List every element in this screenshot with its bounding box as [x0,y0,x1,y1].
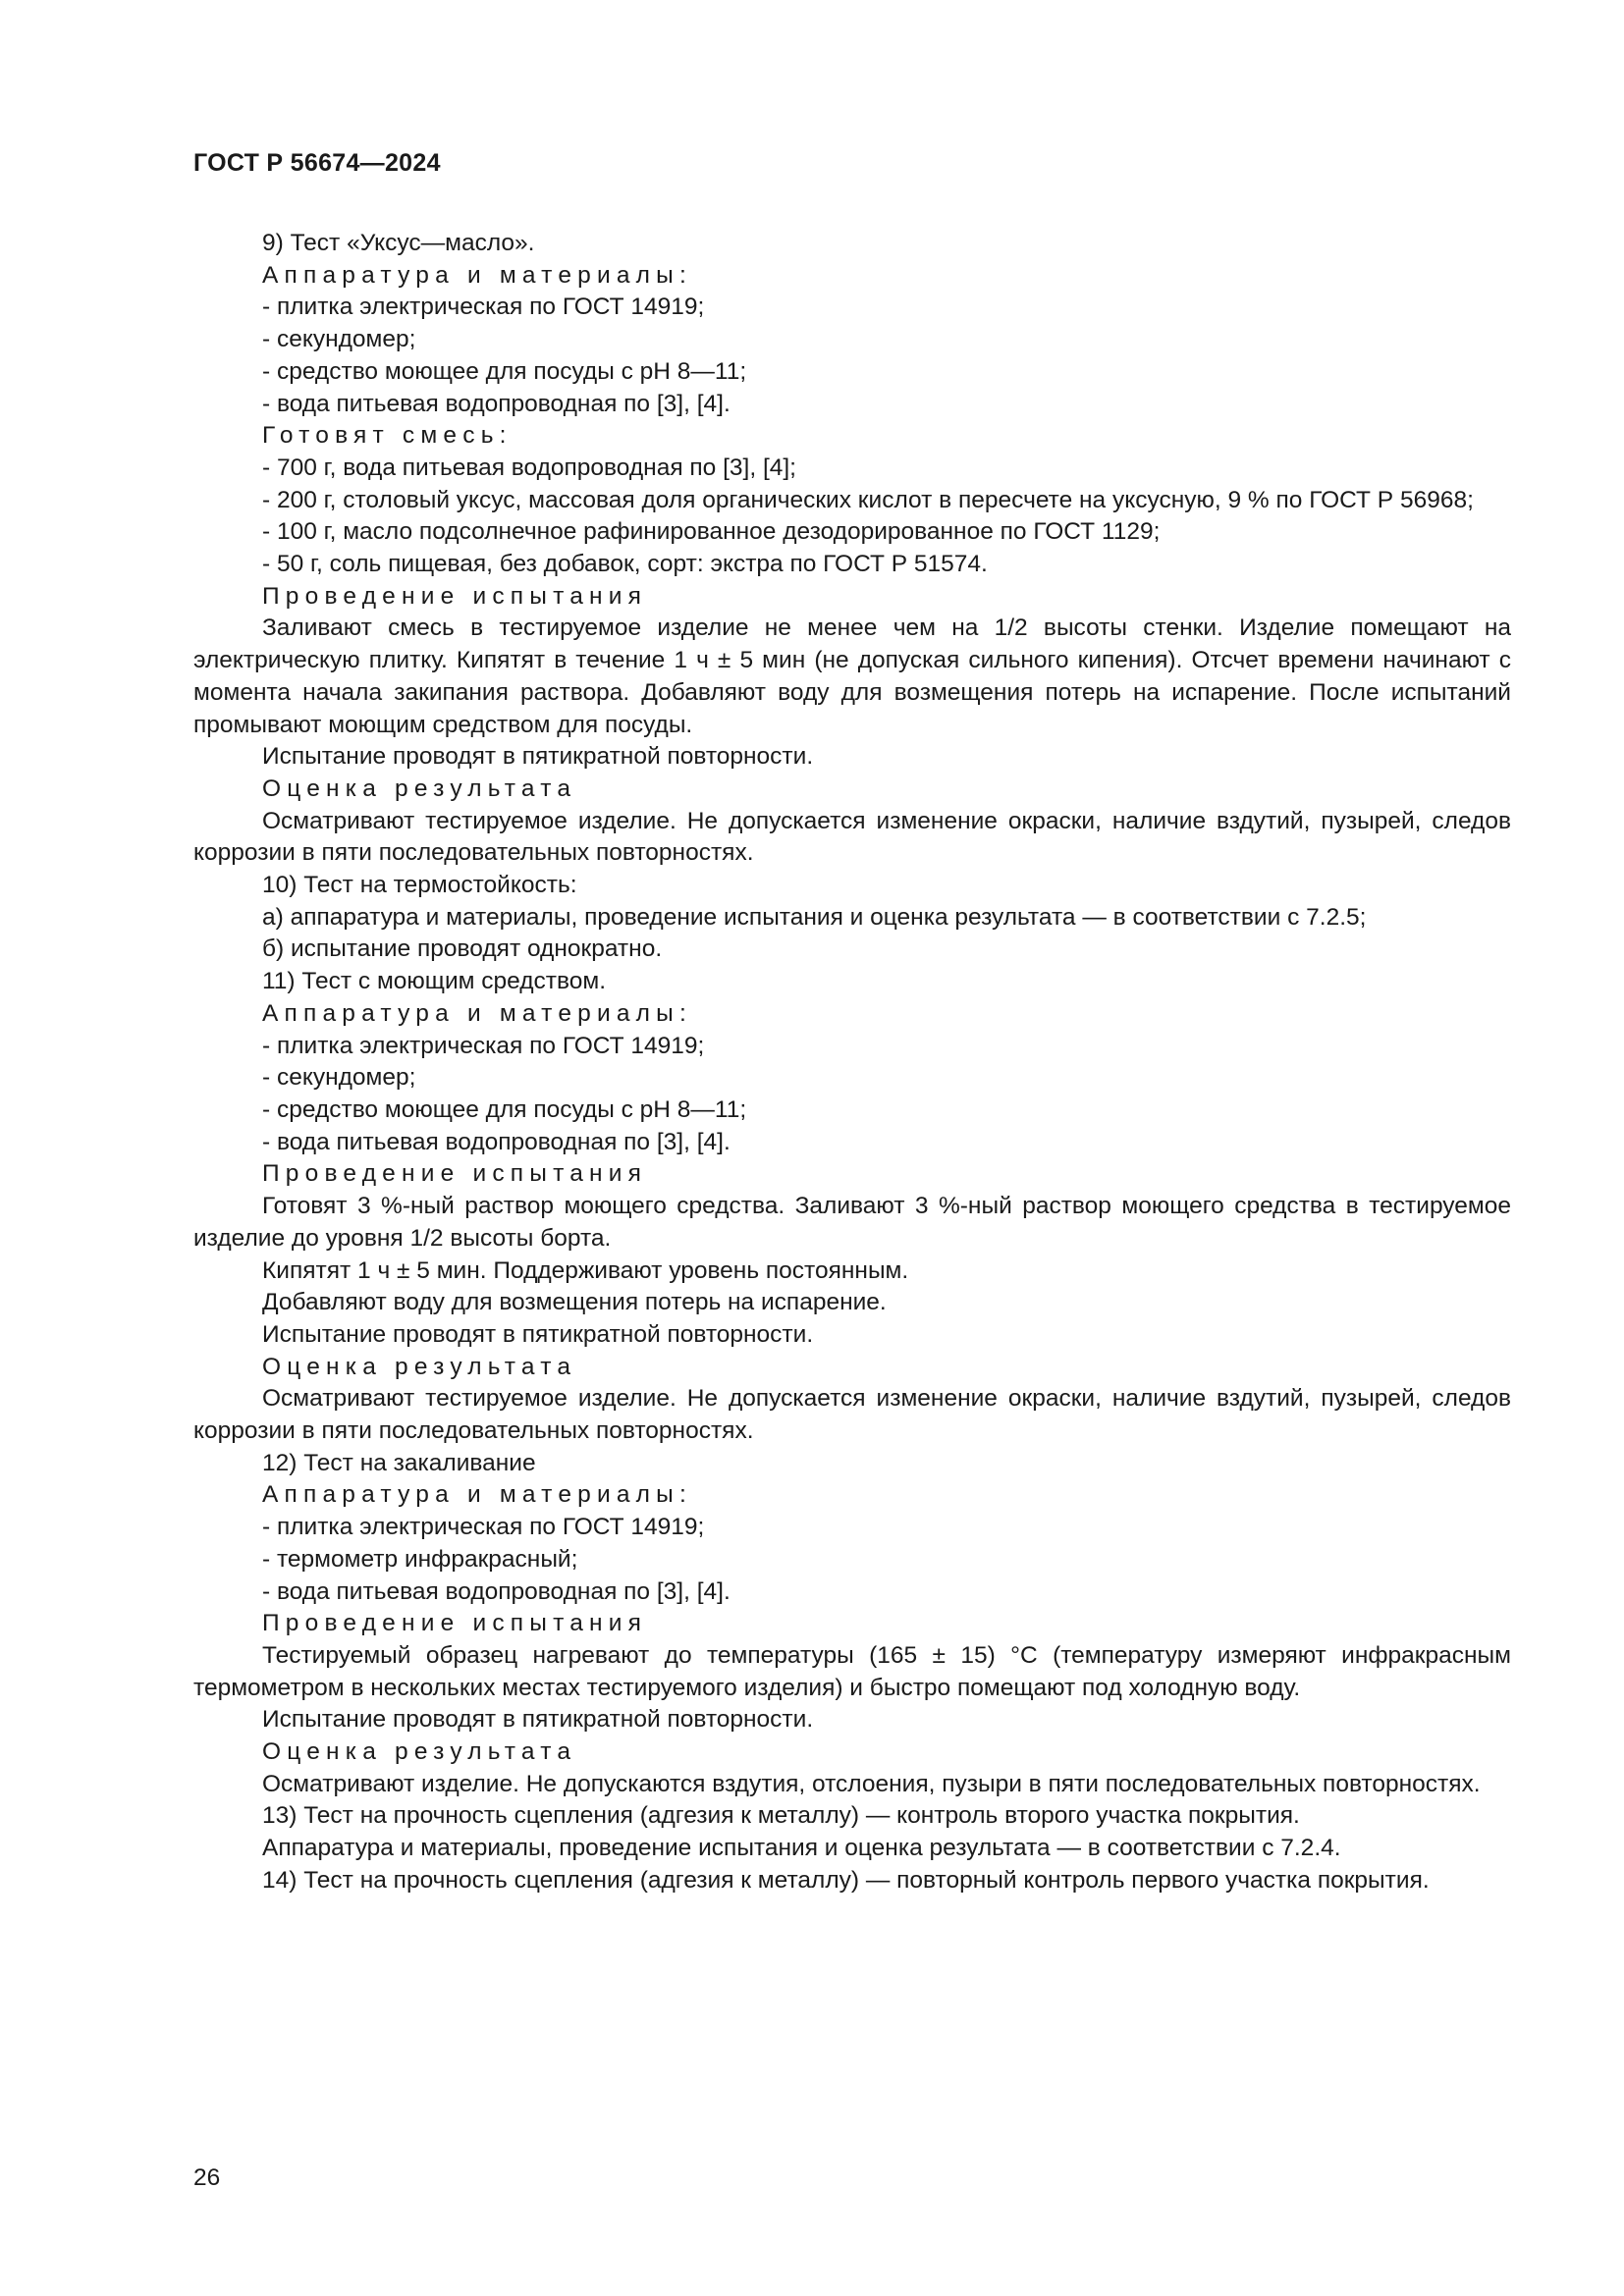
paragraph: 11) Тест с моющим средством. [262,968,607,995]
paragraph: - вода питьевая водопроводная по [3], [4]. [262,390,731,417]
paragraph: - средство моющее для посуды с pH 8—11; [262,357,747,385]
document-body [193,228,1511,1897]
paragraph: 10) Тест на термостойкость: [262,872,577,899]
paragraph: Готовят 3 %-ный раствор моющего средства. Заливают 3 %-ный раствор моющего средства в тестируемое изделие до уровня 1/2 высоты борта. [193,1193,1511,1252]
paragraph: - 200 г, столовый уксус, массовая доля органических кислот в пересчете на уксусную, 9 % по ГОСТ Р 56968; [262,486,1474,513]
paragraph: 14) Тест на прочность сцепления (адгезия к металлу) — повторный контроль первого участка покрытия. [262,1866,1430,1894]
paragraph: Оценка результата [262,774,577,802]
paragraph: Испытание проводят в пятикратной повторности. [262,1706,814,1734]
paragraph: Оценка результата [262,1738,577,1766]
paragraph: - плитка электрическая по ГОСТ 14919; [262,1032,705,1059]
paragraph: - 50 г, соль пищевая, без добавок, сорт: экстра по ГОСТ Р 51574. [262,551,988,578]
paragraph: а) аппаратура и материалы, проведение испытания и оценка результата — в соответствии с 7.2.5; [262,903,1367,931]
paragraph: Оценка результата [262,1353,577,1380]
paragraph: - термометр инфракрасный; [262,1545,578,1573]
paragraph: Осматривают тестируемое изделие. Не допускается изменение окраски, наличие вздутий, пузырей, следов коррозии в пяти последовательных повторностях. [193,1385,1511,1445]
paragraph: 12) Тест на закаливание [262,1449,536,1476]
paragraph: - секундомер; [262,326,416,353]
paragraph: Осматривают тестируемое изделие. Не допускается изменение окраски, наличие вздутий, пузырей, следов коррозии в пяти последовательных повторностях. [193,807,1511,867]
paragraph: - средство моющее для посуды с pH 8—11; [262,1095,747,1123]
paragraph: Аппаратура и материалы: [262,1481,692,1509]
paragraph: Тестируемый образец нагревают до температуры (165 ± 15) °C (температуру измеряют инфракрасным термометром в нескольких местах тестируемого изделия) и быстро помещают под холодную воду. [193,1641,1511,1701]
page-number: 26 [193,2164,221,2191]
paragraph: Испытание проводят в пятикратной повторности. [262,1320,814,1348]
paragraph: Проведение испытания [262,582,648,610]
paragraph: 13) Тест на прочность сцепления (адгезия к металлу) — контроль второго участка покрытия. [262,1802,1300,1830]
paragraph: - плитка электрическая по ГОСТ 14919; [262,294,705,321]
paragraph: - 100 г, масло подсолнечное рафинированное дезодорированное по ГОСТ 1129; [262,518,1161,546]
paragraph: Заливают смесь в тестируемое изделие не менее чем на 1/2 высоты стенки. Изделие помещают на электрическую плитку. Кипятят в течение 1 ч ± 5 мин (не допуская сильного кипения). Отсчет времени начинают с момента начала закипания раствора. Добавляют воду для возмещения потерь на испарение. После испытаний промывают моющим средством для посуды. [193,614,1511,738]
paragraph: - плитка электрическая по ГОСТ 14919; [262,1514,705,1541]
paragraph: Проведение испытания [262,1160,648,1188]
paragraph: Аппаратура и материалы: [262,261,692,289]
paragraph: - вода питьевая водопроводная по [3], [4]. [262,1577,731,1605]
paragraph: - 700 г, вода питьевая водопроводная по [3], [4]; [262,454,796,481]
paragraph: б) испытание проводят однократно. [262,935,663,963]
paragraph: Осматривают изделие. Не допускаются вздутия, отслоения, пузыри в пяти последовательных повторностях. [262,1770,1481,1797]
paragraph: Аппаратура и материалы, проведение испытания и оценка результата — в соответствии с 7.2.4. [262,1835,1341,1862]
paragraph: Испытание проводят в пятикратной повторности. [262,743,814,771]
paragraph: Аппаратура и материалы: [262,999,692,1027]
paragraph: - секундомер; [262,1064,416,1092]
document-header: ГОСТ Р 56674—2024 [193,149,441,177]
paragraph: - вода питьевая водопроводная по [3], [4]. [262,1128,731,1155]
paragraph: Добавляют воду для возмещения потерь на испарение. [262,1289,887,1316]
paragraph: 9) Тест «Уксус—масло». [262,230,535,256]
paragraph: Проведение испытания [262,1610,648,1637]
paragraph: Готовят смесь: [262,422,513,450]
paragraph: Кипятят 1 ч ± 5 мин. Поддерживают уровень постоянным. [262,1256,909,1284]
